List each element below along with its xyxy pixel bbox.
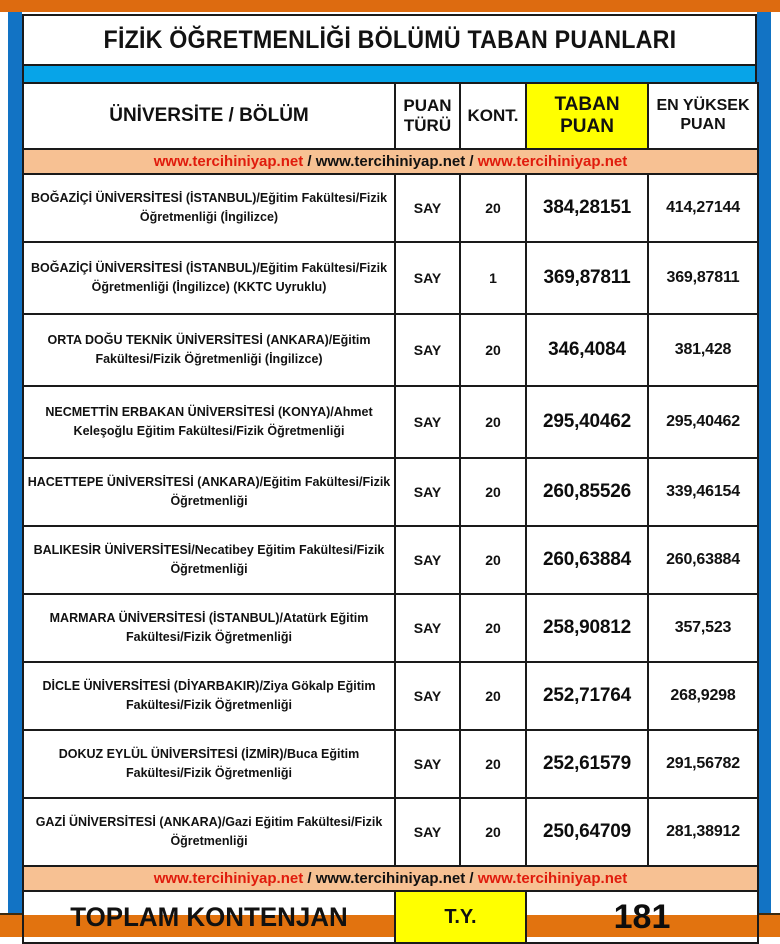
row-score-type: SAY: [395, 458, 460, 526]
score-type-line1: PUAN: [403, 95, 452, 115]
row-university: DİCLE ÜNİVERSİTESİ (DİYARBAKIR)/Ziya Gökalp Eğitim Fakültesi/Fizik Öğretmenliği: [23, 662, 395, 730]
row-university: MARMARA ÜNİVERSİTESİ (İSTANBUL)/Atatürk Eğitim Fakültesi/Fizik Öğretmenliği: [23, 594, 395, 662]
row-max-score: 260,63884: [648, 526, 758, 594]
right-blue-rail: [757, 12, 771, 915]
ad-banner-top[interactable]: [23, 149, 758, 174]
left-blue-rail: [8, 12, 22, 915]
table-header-row: [23, 83, 758, 149]
page-title: FİZİK ÖĞRETMENLİĞİ BÖLÜMÜ TABAN PUANLARI: [103, 25, 676, 54]
row-max-score: 369,87811: [648, 242, 758, 314]
row-score-type: SAY: [395, 730, 460, 798]
column-header-base-score: [526, 83, 648, 149]
table-row: [23, 314, 758, 386]
row-max-score: 339,46154: [648, 458, 758, 526]
table-row: [23, 594, 758, 662]
row-university: ORTA DOĞU TEKNİK ÜNİVERSİTESİ (ANKARA)/Eğitim Fakültesi/Fizik Öğretmenliği (İngilizce): [23, 314, 395, 386]
table-row: [23, 526, 758, 594]
ad-sep-1: /: [303, 153, 316, 170]
row-score-type: SAY: [395, 526, 460, 594]
table-row: [23, 242, 758, 314]
row-max-score: 291,56782: [648, 730, 758, 798]
row-score-type: SAY: [395, 386, 460, 458]
cyan-divider: [22, 64, 757, 82]
table-row: [23, 386, 758, 458]
row-quota: 1: [460, 242, 526, 314]
row-base-score: 258,90812: [526, 594, 648, 662]
row-quota: 20: [460, 798, 526, 866]
ad-sep-2-bottom: /: [465, 870, 478, 887]
row-base-score: 384,28151: [526, 174, 648, 242]
row-quota: 20: [460, 730, 526, 798]
ad-link-3-bottom[interactable]: www.tercihiniyap.net: [477, 870, 628, 887]
ad-banner-bottom[interactable]: [23, 866, 758, 891]
table-row: [23, 174, 758, 242]
row-university: GAZİ ÜNİVERSİTESİ (ANKARA)/Gazi Eğitim Fakültesi/Fizik Öğretmenliği: [23, 798, 395, 866]
column-header-university: ÜNİVERSİTE / BÖLÜM: [23, 83, 395, 149]
row-max-score: 381,428: [648, 314, 758, 386]
total-score-type: T.Y.: [395, 891, 526, 943]
row-university: BALIKESİR ÜNİVERSİTESİ/Necatibey Eğitim Fakültesi/Fizik Öğretmenliği: [23, 526, 395, 594]
ad-link-1[interactable]: www.tercihiniyap.net: [153, 153, 304, 170]
row-base-score: 252,71764: [526, 662, 648, 730]
row-score-type: SAY: [395, 798, 460, 866]
row-score-type: SAY: [395, 242, 460, 314]
row-quota: 20: [460, 386, 526, 458]
total-row: [23, 891, 758, 943]
ad-banner-row-bottom: [23, 866, 758, 891]
base-line1: TABAN: [554, 93, 620, 115]
ad-sep-1-bottom: /: [303, 870, 316, 887]
row-base-score: 369,87811: [526, 242, 648, 314]
row-max-score: 357,523: [648, 594, 758, 662]
page-title-row: [22, 14, 757, 64]
ad-sep-2: /: [465, 153, 478, 170]
column-header-score-type: [395, 83, 460, 149]
scores-table: [22, 82, 759, 944]
ad-link-1-bottom[interactable]: www.tercihiniyap.net: [153, 870, 304, 887]
row-max-score: 281,38912: [648, 798, 758, 866]
row-quota: 20: [460, 314, 526, 386]
ad-banner-row-top: [23, 149, 758, 174]
ad-link-2-bottom[interactable]: www.tercihiniyap.net: [315, 870, 466, 887]
row-quota: 20: [460, 594, 526, 662]
row-quota: 20: [460, 662, 526, 730]
row-university: NECMETTİN ERBAKAN ÜNİVERSİTESİ (KONYA)/Ahmet Keleşoğlu Eğitim Fakültesi/Fizik Öğretmenliği: [23, 386, 395, 458]
table-body: [23, 174, 758, 866]
row-max-score: 268,9298: [648, 662, 758, 730]
max-line2: PUAN: [680, 116, 726, 133]
row-base-score: 295,40462: [526, 386, 648, 458]
row-base-score: 260,85526: [526, 458, 648, 526]
table-row: [23, 798, 758, 866]
total-label: TOPLAM KONTENJAN: [30, 891, 387, 943]
row-university: DOKUZ EYLÜL ÜNİVERSİTESİ (İZMİR)/Buca Eğitim Fakültesi/Fizik Öğretmenliği: [23, 730, 395, 798]
ad-link-2[interactable]: www.tercihiniyap.net: [315, 153, 466, 170]
ad-link-3[interactable]: www.tercihiniyap.net: [477, 153, 628, 170]
row-max-score: 414,27144: [648, 174, 758, 242]
row-university: HACETTEPE ÜNİVERSİTESİ (ANKARA)/Eğitim Fakültesi/Fizik Öğretmenliği: [23, 458, 395, 526]
row-university: BOĞAZİÇİ ÜNİVERSİTESİ (İSTANBUL)/Eğitim Fakültesi/Fizik Öğretmenliği (İngilizce): [23, 174, 395, 242]
table-row: [23, 662, 758, 730]
table-sheet: [22, 14, 757, 936]
row-base-score: 346,4084: [526, 314, 648, 386]
total-quota-value: 181: [526, 891, 758, 943]
top-orange-band: [0, 0, 780, 12]
row-max-score: 295,40462: [648, 386, 758, 458]
base-line2: PUAN: [560, 116, 614, 137]
score-type-line2: TÜRÜ: [403, 116, 452, 135]
row-university: BOĞAZİÇİ ÜNİVERSİTESİ (İSTANBUL)/Eğitim Fakültesi/Fizik Öğretmenliği (İngilizce) (KKTC Uyruklu): [23, 242, 395, 314]
row-quota: 20: [460, 458, 526, 526]
max-line1: EN YÜKSEK: [656, 97, 750, 115]
row-base-score: 252,61579: [526, 730, 648, 798]
row-score-type: SAY: [395, 174, 460, 242]
row-quota: 20: [460, 174, 526, 242]
row-score-type: SAY: [395, 314, 460, 386]
column-header-quota: KONT.: [460, 83, 526, 149]
row-score-type: SAY: [395, 662, 460, 730]
row-base-score: 250,64709: [526, 798, 648, 866]
row-quota: 20: [460, 526, 526, 594]
row-base-score: 260,63884: [526, 526, 648, 594]
table-row: [23, 730, 758, 798]
table-row: [23, 458, 758, 526]
row-score-type: SAY: [395, 594, 460, 662]
column-header-max-score: [648, 83, 758, 149]
